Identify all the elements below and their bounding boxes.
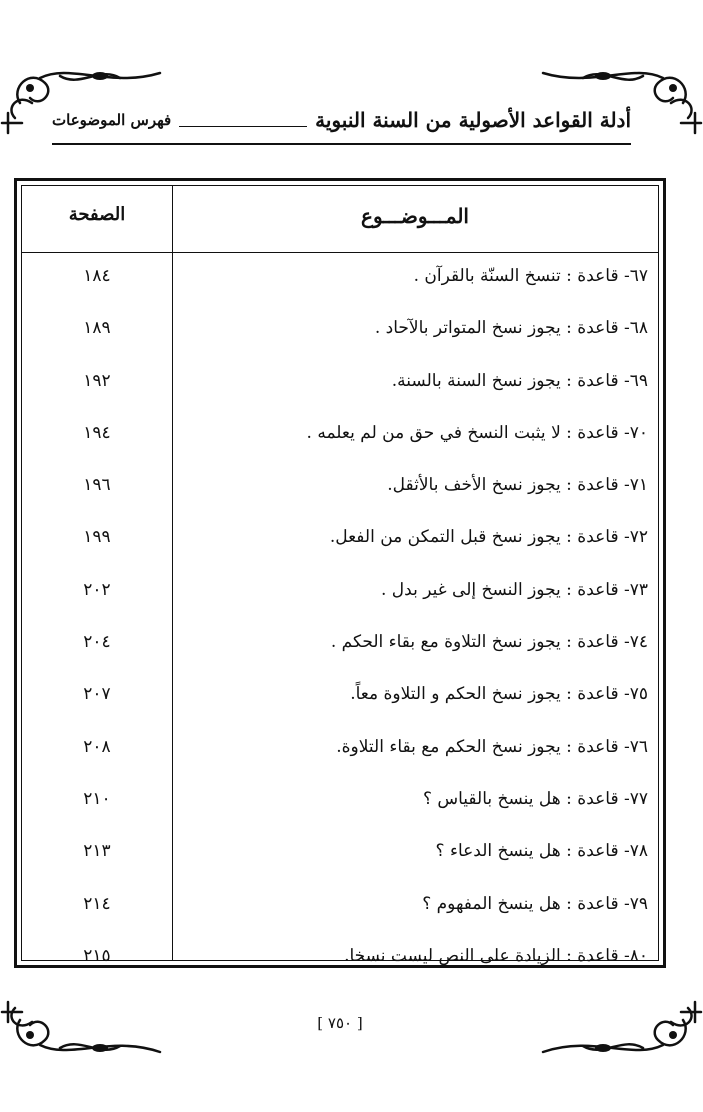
row-subject: ٧٤- قاعدة : يجوز نسخ التلاوة مع بقاء الحكم . <box>330 632 648 653</box>
row-page: ٢١٤ <box>83 893 111 914</box>
table-row <box>22 357 658 409</box>
row-page: ٢١٠ <box>83 788 111 809</box>
header-dash <box>179 126 307 127</box>
table-row <box>22 461 658 513</box>
row-subject: ٨٠- قاعدة : الزيادة على النص ليست نسخا. <box>344 945 648 966</box>
row-page: ٢٠٨ <box>83 736 111 757</box>
table-row <box>22 304 658 356</box>
row-subject: ٧٥- قاعدة : يجوز نسخ الحكم و التلاوة معاً. <box>350 684 648 705</box>
row-page: ١٩٦ <box>83 475 111 496</box>
running-header <box>52 100 631 140</box>
contents-table <box>14 178 666 968</box>
table-row <box>22 513 658 565</box>
row-subject: ٧٨- قاعدة : هل ينسخ الدعاء ؟ <box>435 841 648 862</box>
table-row <box>22 409 658 461</box>
row-subject: ٧٧- قاعدة : هل ينسخ بالقياس ؟ <box>422 788 648 809</box>
table-row <box>22 670 658 722</box>
row-subject: ٧٩- قاعدة : هل ينسخ المفهوم ؟ <box>422 893 648 914</box>
header-rule <box>52 143 631 145</box>
row-page: ٢٠٢ <box>83 579 111 600</box>
table-row <box>22 827 658 879</box>
table-row <box>22 723 658 775</box>
table-row <box>22 252 658 304</box>
row-page: ٢١٣ <box>83 841 111 862</box>
row-page: ١٨٩ <box>83 318 111 339</box>
page-column-header: الصفحة <box>68 204 126 225</box>
row-subject: ٧٠- قاعدة : لا يثبت النسخ في حق من لم يعلمه . <box>306 422 648 443</box>
book-title: أدلة القواعد الأصولية من السنة النبوية <box>315 108 631 132</box>
row-page: ٢١٥ <box>83 945 111 966</box>
row-subject: ٦٧- قاعدة : تنسخ السنّة بالقرآن . <box>413 266 648 286</box>
table-row <box>22 932 658 984</box>
row-subject: ٦٨- قاعدة : يجوز نسخ المتواتر بالآحاد . <box>374 318 648 339</box>
table-row <box>22 566 658 618</box>
row-page: ١٩٢ <box>83 370 111 391</box>
row-page: ٢٠٧ <box>83 684 111 705</box>
row-page: ٢٠٤ <box>83 632 111 653</box>
table-row <box>22 618 658 670</box>
section-title: فهرس الموضوعات <box>52 111 172 129</box>
subject-column-header: المـــوضـــوع <box>361 204 469 228</box>
row-subject: ٧٣- قاعدة : يجوز النسخ إلى غير بدل . <box>381 579 648 600</box>
row-subject: ٧٢- قاعدة : يجوز نسخ قبل التمكن من الفعل. <box>329 527 648 548</box>
table-inner-border <box>21 185 659 966</box>
table-row <box>22 775 658 827</box>
page-number: [ ٧٥٠ ] <box>317 1014 363 1032</box>
row-subject: ٧٦- قاعدة : يجوز نسخ الحكم مع بقاء التلاوة. <box>336 736 648 757</box>
row-page: ١٩٤ <box>83 422 111 443</box>
row-subject: ٧١- قاعدة : يجوز نسخ الأخف بالأثقل. <box>387 475 648 496</box>
table-row <box>22 880 658 932</box>
bottom-ornament <box>0 1000 703 1066</box>
row-subject: ٦٩- قاعدة : يجوز نسخ السنة بالسنة. <box>391 370 648 391</box>
table-body <box>22 252 658 984</box>
row-page: ١٨٤ <box>83 266 111 286</box>
row-page: ١٩٩ <box>83 527 111 548</box>
